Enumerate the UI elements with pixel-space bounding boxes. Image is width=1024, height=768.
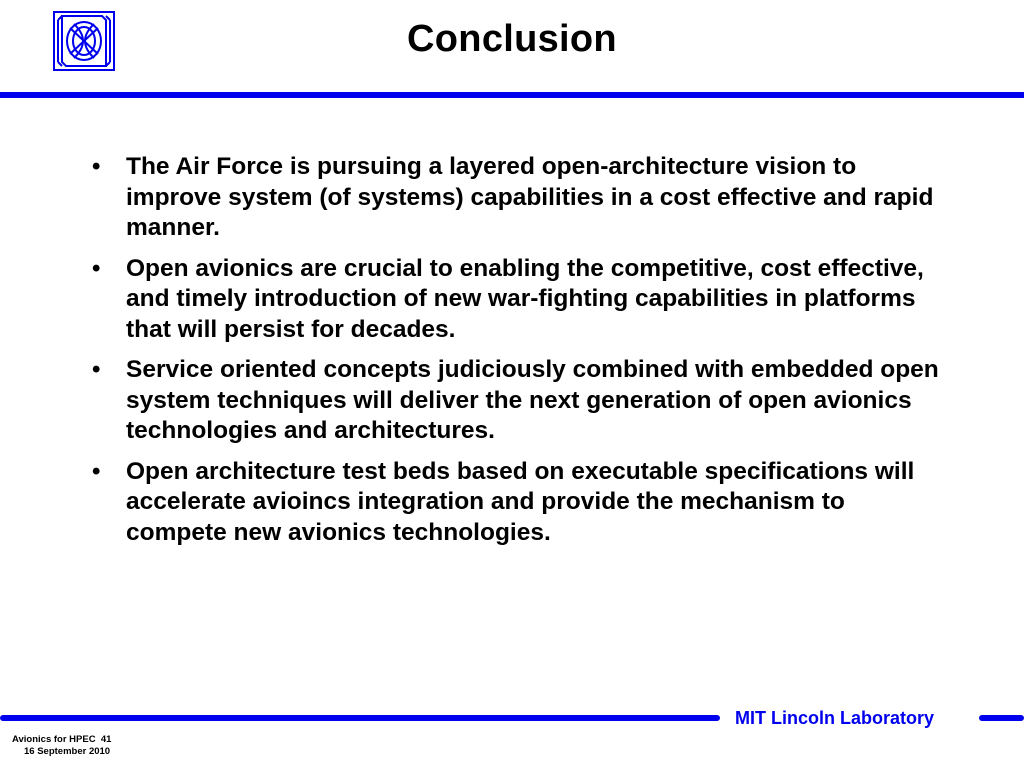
bullet-item	[92, 457, 952, 549]
bullet-text: Open architecture test beds based on executable specifications will accelerate avioincs integration and provide the mechanism to compete new avionics technologies.	[126, 457, 915, 546]
bullet-icon: •	[92, 457, 101, 485]
bullet-item	[92, 254, 952, 346]
bullet-icon: •	[92, 356, 101, 383]
bullet-icon: •	[92, 153, 101, 180]
footer-divider-right	[979, 715, 1024, 721]
organization-name: MIT Lincoln Laboratory	[735, 708, 935, 728]
footer-divider-left	[0, 715, 720, 721]
footer-meta	[12, 734, 111, 758]
bullet-item	[92, 355, 952, 447]
page-number: 41	[100, 734, 112, 745]
bullet-icon: •	[92, 254, 101, 282]
presentation-name: Avionics for HPEC	[12, 734, 96, 745]
bullet-list	[92, 152, 952, 558]
presentation-date: 16 September 2010	[24, 746, 111, 757]
bullet-text: Open avionics are crucial to enabling the competitive, cost effective, and timely introduction of new war-fighting capabilities in platforms that will persist for decades.	[126, 254, 924, 343]
bullet-text: The Air Force is pursuing a layered open-architecture vision to improve system (of systems) capabilities in a cost effective and rapid manner.	[126, 153, 934, 241]
footer-presentation-line	[12, 734, 111, 746]
mit-lincoln-lab-logo-icon	[52, 10, 116, 72]
slide-title: Conclusion	[407, 18, 617, 60]
bullet-item	[92, 152, 952, 244]
title-divider	[0, 92, 1024, 98]
bullet-text: Service oriented concepts judiciously combined with embedded open system techniques will deliver the next generation of open avionics technologies and architectures.	[126, 356, 939, 444]
